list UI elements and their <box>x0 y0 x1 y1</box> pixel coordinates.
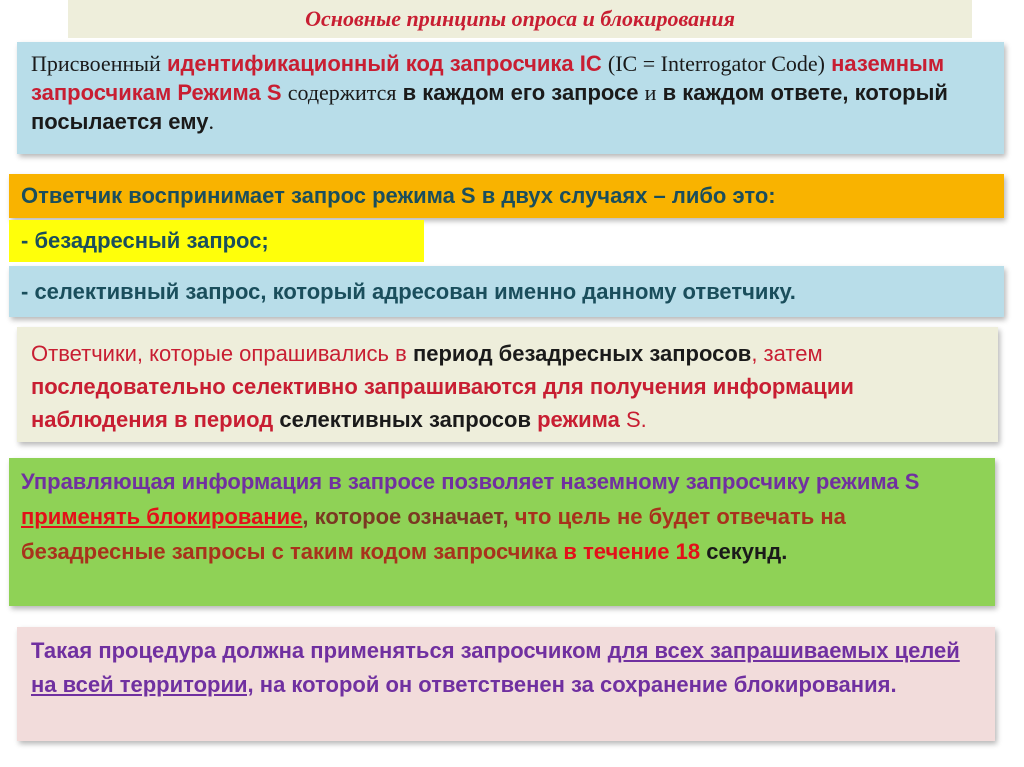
ic-text-3: (IC = Interrogator Code) <box>607 51 825 76</box>
procedure-block <box>17 627 995 741</box>
sel-text-3: , затем <box>751 341 823 366</box>
sel-text-6: режима <box>537 407 620 432</box>
ic-code-block <box>17 42 1004 154</box>
ic-text-6: в каждом его запросе <box>402 80 639 105</box>
lock-text-5: в течение 18 <box>563 539 701 564</box>
lock-text-2: применять блокирование <box>21 504 303 529</box>
transponder-cases-heading: Ответчик воспринимает запрос режима S в двух случаях – либо это: <box>9 174 1004 218</box>
ic-text-9: . <box>208 109 214 134</box>
ic-text-7: и <box>644 80 657 105</box>
sel-text-7: S. <box>625 407 647 432</box>
lock-text-4: что цель не будет отвечать на безадресные запросы с таким кодом запросчика <box>21 504 846 564</box>
lock-text-3: , которое означает, <box>302 504 509 529</box>
sel-text-4: последовательно селективно запрашиваются для получения информации наблюдения в период <box>31 374 854 432</box>
ic-text-1: Присвоенный <box>31 51 161 76</box>
lock-text-1: Управляющая информация в запросе позволяет наземному запросчику режима S <box>21 469 920 494</box>
ic-text-4: наземным запросчикам Режима S <box>31 51 945 105</box>
ic-text-5: содержится <box>287 80 397 105</box>
sel-text-2: период безадресных запросов <box>412 341 752 366</box>
lockout-block <box>9 458 995 606</box>
sel-text-5: селективных запросов <box>279 407 531 432</box>
sel-text-1: Ответчики, которые опрашивались в <box>31 341 407 366</box>
slide-title: Основные принципы опроса и блокирования <box>68 0 972 38</box>
proc-text-2: для всех запрашиваемых целей на всей территории, <box>31 638 960 697</box>
ic-text-2: идентификационный код запросчика IC <box>166 51 602 76</box>
proc-text-1: Такая процедура должна применяться запросчиком <box>31 638 602 663</box>
selective-interrogation-block <box>17 327 998 442</box>
lock-text-6: секунд. <box>706 539 788 564</box>
ic-text-8: в каждом ответе, который посылается ему <box>31 80 948 134</box>
case-selective: - селективный запрос, который адресован именно данному ответчику. <box>9 266 1004 317</box>
case-all-call: - безадресный запрос; <box>9 220 424 262</box>
proc-text-3: на которой он ответственен за сохранение блокирования. <box>259 672 897 697</box>
